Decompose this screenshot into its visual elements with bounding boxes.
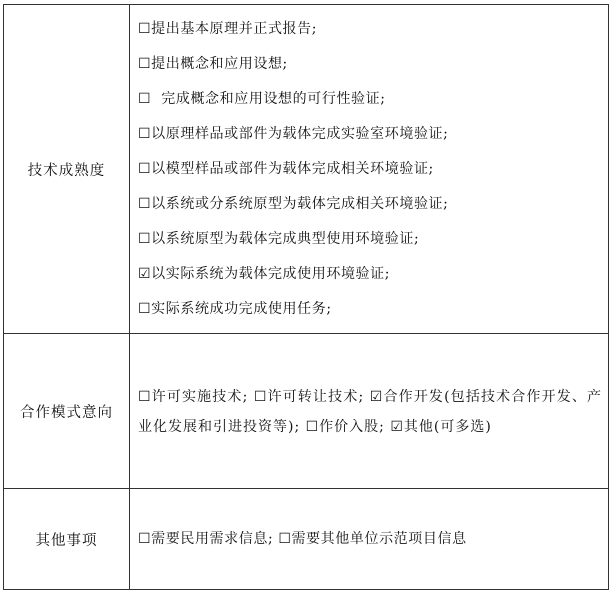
maturity-option[interactable]: ☐以系统原型为载体完成典型使用环境验证; xyxy=(138,230,420,247)
form-table xyxy=(3,4,609,590)
cooperation-options[interactable]: ☐许可实施技术; ☐许可转让技术; ☑合作开发(包括技术合作开发、产业化发展和引进投资等); ☐作价入股; ☑其他(可多选) xyxy=(138,389,602,435)
table-row xyxy=(4,334,609,489)
maturity-option-checked[interactable]: ☑以实际系统为载体完成使用环境验证; xyxy=(138,265,391,282)
row-label-cooperation: 合作模式意向 xyxy=(4,334,130,489)
maturity-option[interactable]: ☐以模型样品或部件为载体完成相关环境验证; xyxy=(138,160,434,177)
row-label-other: 其他事项 xyxy=(4,489,130,590)
maturity-options xyxy=(130,5,609,334)
table-row xyxy=(4,489,609,590)
cooperation-cell xyxy=(130,334,609,489)
maturity-option[interactable]: ☐以原理样品或部件为载体完成实验室环境验证; xyxy=(138,125,449,142)
maturity-option[interactable]: ☐实际系统成功完成使用任务; xyxy=(138,300,332,317)
other-cell xyxy=(130,489,609,590)
maturity-option[interactable]: ☐提出基本原理并正式报告; xyxy=(138,20,318,37)
other-options[interactable]: ☐需要民用需求信息; ☐需要其他单位示范项目信息 xyxy=(138,530,467,547)
row-label-maturity: 技术成熟度 xyxy=(4,5,130,334)
maturity-option[interactable]: ☐提出概念和应用设想; xyxy=(138,55,288,72)
table-row xyxy=(4,5,609,334)
maturity-option[interactable]: ☐以系统或分系统原型为载体完成相关环境验证; xyxy=(138,195,449,212)
maturity-option[interactable]: ☐ 完成概念和应用设想的可行性验证; xyxy=(138,90,386,107)
